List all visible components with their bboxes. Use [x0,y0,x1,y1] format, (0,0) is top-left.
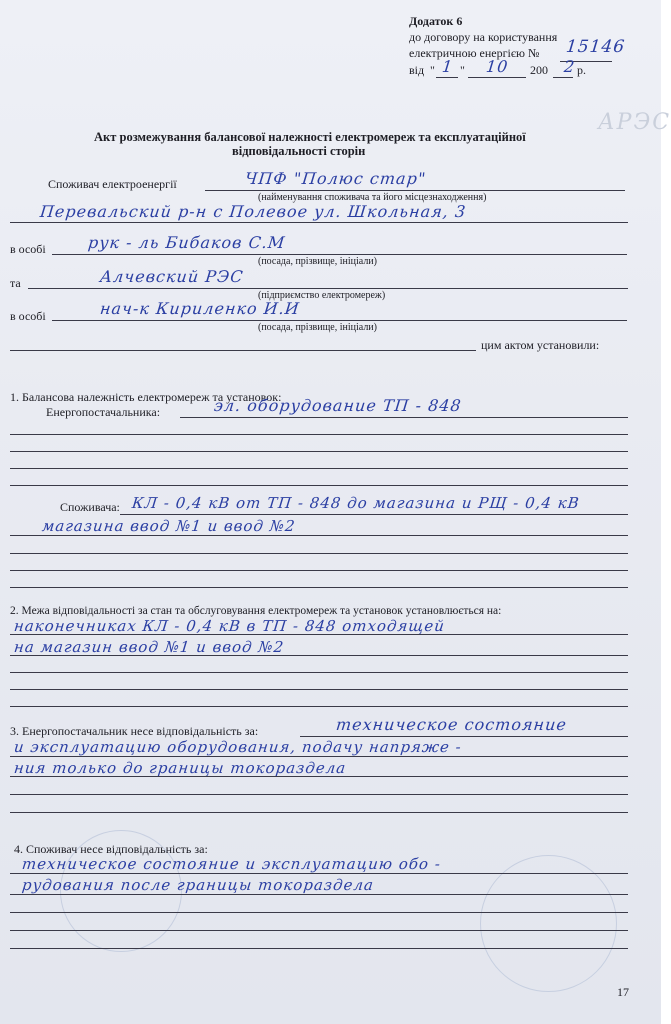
consumer-label: Споживач електроенергії [48,177,177,191]
date-label: від [409,63,425,77]
consumer-name: ЧПФ "Полюс стар" [244,169,428,188]
section3-value1: техническое состояние [335,715,568,734]
section4-heading: 4. Споживач несе відповідальність за: [14,842,208,856]
s2-line-1 [10,634,628,635]
section3-heading: 3. Енергопостачальник несе відповідальність за: [10,724,259,738]
date-quote-open: " [430,63,435,77]
s2-line-5 [10,706,628,707]
represented1-value: рук - ль Бибаков С.М [87,233,287,252]
represented2-line [52,320,627,321]
s1-line-5 [10,485,628,486]
date-quote-close: " [460,63,465,77]
date-day: 1 [441,57,455,76]
s3-line-1 [300,736,628,737]
s2-line-2 [10,655,628,656]
page-number: 17 [617,985,629,999]
energy-line: електричною енергією № [409,46,540,60]
supplier-label: та [10,276,21,290]
s3-line-4 [10,794,628,795]
date-suffix: р. [577,63,586,77]
represented2-caption: (посада, прізвище, ініціали) [258,322,377,333]
section1-supplier-label: Енергопостачальника: [46,405,161,419]
represented1-caption: (посада, прізвище, ініціали) [258,256,377,267]
section3-value2: и эксплуатацию оборудования, подачу напряже - [13,738,463,756]
act-title-line2: відповідальності сторін [232,144,366,158]
addendum-title: Додаток 6 [409,14,463,28]
s1-line-4 [10,468,628,469]
s3-line-5 [10,812,628,813]
established-line [10,350,476,351]
date-day-line [436,77,458,78]
section2-heading: 2. Межа відповідальності за стан та обслуговування електромереж та установок установлюється на: [10,605,502,617]
s1c-line-3 [10,553,628,554]
represented1-line [52,254,627,255]
section2-value1: наконечниках КЛ - 0,4 кВ в ТП - 848 отходящей [13,617,446,635]
date-year: 2 [563,57,577,76]
consumer-address: Перевальский р-н с Полевое ул. Школьная, 3 [39,202,468,221]
section1-consumer-label: Споживача: [60,500,120,514]
s4-line-5 [10,948,628,949]
corner-note: АРЭС [598,110,671,135]
s1-line-3 [10,451,628,452]
s4-line-2 [10,894,628,895]
contract-line: до договору на користування [409,30,558,44]
date-month-line [468,77,526,78]
s1-line-2 [10,434,628,435]
s1-line-1 [180,417,628,418]
established-text: цим актом установили: [481,338,600,352]
act-title-line1: Акт розмежування балансової належності електромереж та експлуатаційної [94,130,526,144]
represented1-label: в особі [10,242,46,256]
s4-line-1 [10,873,628,874]
s1c-line-2 [10,535,628,536]
s4-line-3 [10,912,628,913]
section4-value2: рудования после границы токораздела [21,876,375,894]
section3-value3: ния только до границы токораздела [13,759,348,777]
section4-value1: техническое состояние и эксплуатацию обо - [21,855,442,873]
s3-line-2 [10,756,628,757]
s2-line-3 [10,672,628,673]
s1c-line-1 [120,514,628,515]
supplier-line [28,288,628,289]
section1-heading: 1. Балансова належність електромереж та установок: [10,390,282,404]
faint-stamp-right [480,855,617,992]
date-month: 10 [485,57,510,76]
consumer-caption: (найменування споживача та його місцезнаходження) [258,192,487,203]
consumer-address-line [10,222,628,223]
supplier-value: Алчевский РЭС [99,267,245,286]
s3-line-3 [10,776,628,777]
s1c-line-4 [10,570,628,571]
s1c-line-5 [10,587,628,588]
section1-consumer-value2: магазина ввод №1 и ввод №2 [41,517,297,535]
represented2-label: в особі [10,309,46,323]
represented2-value: нач-к Кириленко И.И [99,299,301,318]
date-year-prefix: 200 [530,63,548,77]
s4-line-4 [10,930,628,931]
section1-supplier-value: эл. оборудование ТП - 848 [213,396,463,415]
consumer-line [205,190,625,191]
s2-line-4 [10,689,628,690]
contract-number: 15146 [564,37,627,57]
supplier-caption: (підприємство електромереж) [258,290,386,301]
section2-value2: на магазин ввод №1 и ввод №2 [13,638,286,656]
date-year-line [553,77,573,78]
section1-consumer-value1: КЛ - 0,4 кВ от ТП - 848 до магазина и РЩ - 0,4 кВ [131,494,581,512]
